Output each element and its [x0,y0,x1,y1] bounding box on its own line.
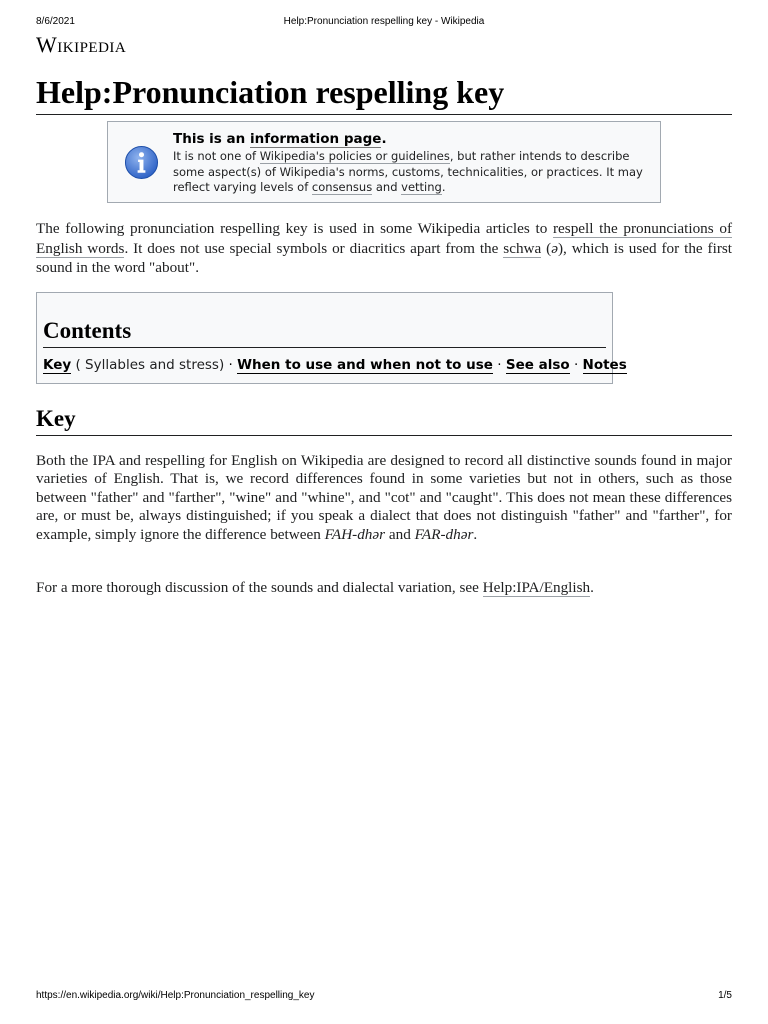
toc-title: Contents [43,316,606,348]
print-footer [36,990,732,1002]
intro-paragraph [36,219,732,278]
section-heading-key: Key [36,403,732,436]
toc-item-notes[interactable]: Notes [582,357,627,373]
info-text [173,149,643,196]
respelling-example: FAR-dhər [414,525,474,543]
vetting-link[interactable]: vetting [401,180,442,194]
key-text: For a more thorough discussion of the sounds and dialectal variation, see [36,579,483,596]
info-heading [173,131,387,147]
intro-text: The following pronunciation respelling key is used in some Wikipedia articles to [36,220,553,237]
key-text: and [385,525,415,543]
key-text: . [590,579,594,596]
toc-item-key[interactable]: Key [43,357,72,373]
toc-separator: · [228,357,233,373]
toc-separator: · [573,357,579,373]
info-text-part: It is not one of [173,149,260,163]
consensus-link[interactable]: consensus [311,180,373,194]
table-of-contents [36,292,627,384]
print-doc-title: Help:Pronunciation respelling key - Wikipedia [283,16,485,27]
info-text-part: , but rather intends to describe some aspect(s) of Wikipedia's norms, customs, technicalities, or practices. It may reflect varying levels of [173,149,643,194]
key-paragraph-2 [36,578,732,597]
toc-item-see-also[interactable]: See also [505,357,570,373]
key-text: . [473,525,478,543]
toc-entries [43,357,627,373]
schwa-link[interactable]: schwa [503,239,542,257]
respelling-example: FAH-dhər [324,525,386,543]
respell-link[interactable]: respell the pronunciations of English words [36,220,732,257]
intro-text: . It does not use special symbols or diacritics apart from the [124,239,504,257]
toc-separator: · [497,357,502,373]
info-heading-text: This is an [173,131,250,147]
print-header [36,16,732,30]
help-ipa-english-link[interactable]: Help:IPA/English [482,579,591,596]
print-date: 8/6/2021 [36,16,75,27]
page-title: Help:Pronunciation respelling key [36,70,732,115]
info-text-part: and [372,180,402,194]
schwa-symbol: ə [551,239,558,257]
intro-text: ), which is used for the first sound in the word "about". [36,239,733,276]
toc-item-when-to-use[interactable]: When to use and when not to use [237,357,493,373]
key-paragraph-1 [36,452,732,544]
info-text-part: . [441,180,446,194]
page-number: 1/5 [718,990,732,1001]
toc-item-syllables-stress[interactable]: ( Syllables and stress) [75,357,225,373]
print-url: https://en.wikipedia.org/wiki/Help:Pronunciation_respelling_key [36,990,315,1001]
policies-guidelines-link[interactable]: Wikipedia's policies or guidelines [259,149,450,163]
info-heading-period: . [381,131,387,147]
information-page-notice [107,121,661,203]
key-text: Both the IPA and respelling for English on Wikipedia are designed to record all distinctive sounds found in major varieties of English. That is, we record differences found in some varieties but not in others, such as those between "father" and "farther", "wine" and "whine", and "cot" and "caught". This does not mean these differences are, or must be, always distinguished; if you speak a dialect that does not distinguish "father" and "farther", for example, simply ignore the difference between [36,452,732,543]
wikipedia-wordmark[interactable]: Wikipedia [36,32,127,57]
intro-text: ( [541,239,552,257]
info-icon [124,145,159,180]
information-page-link[interactable]: information page [249,131,382,147]
